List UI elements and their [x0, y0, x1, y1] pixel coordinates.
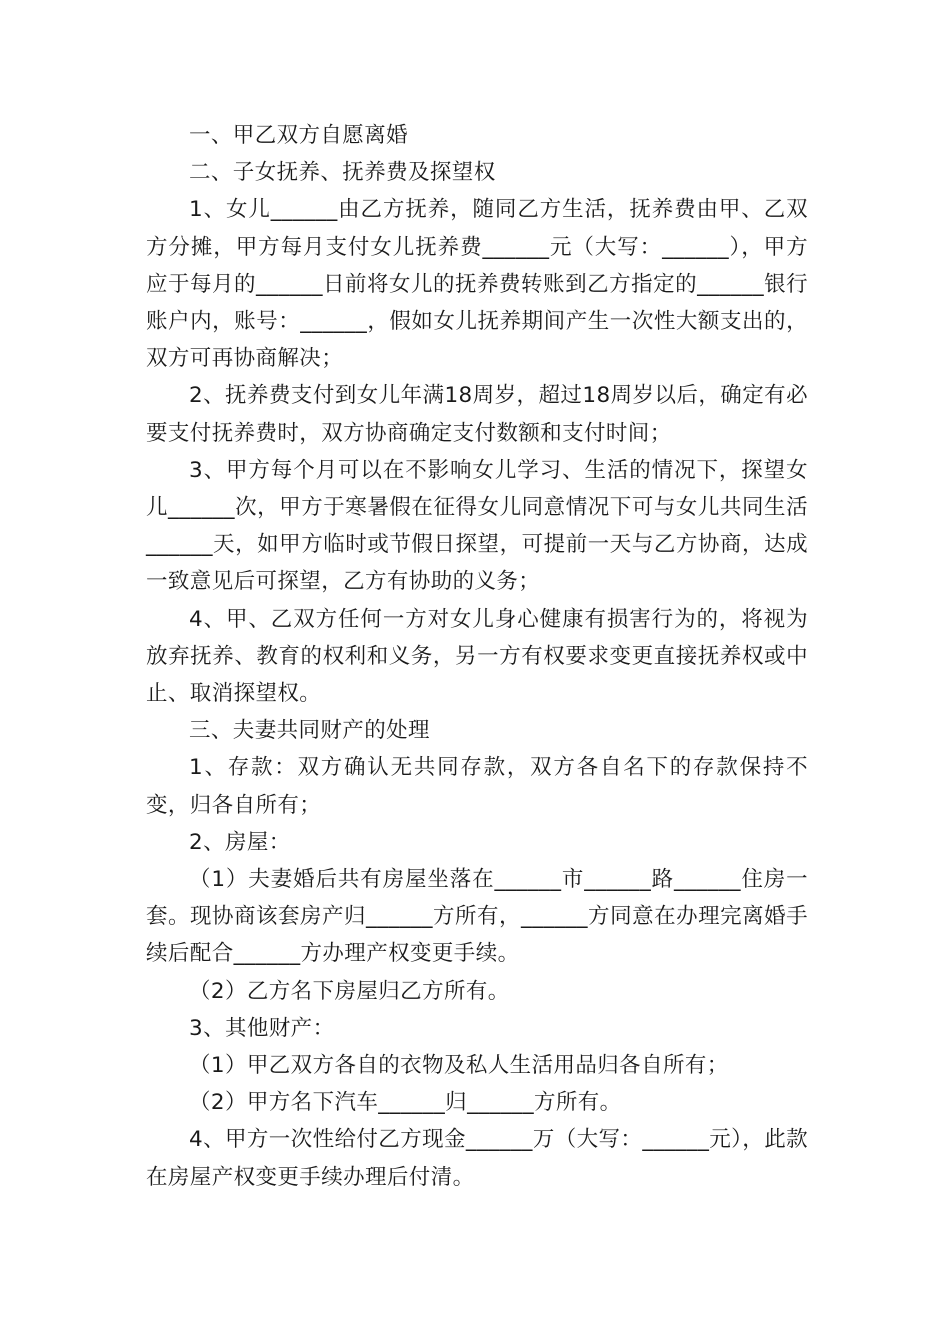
- clause-house-heading: 2、房屋：: [189, 829, 291, 855]
- clause-savings: 1、存款：双方确认无共同存款，双方各自名下的存款保持不变，归各自所有；: [146, 755, 808, 818]
- clause-custody: 1、女儿______由乙方抚养，随同乙方生活，抚养费由甲、乙双方分摊，甲方每月支付女儿抚养费______元（大写：______），甲方应于每月的______日前将女儿的抚养费转账到乙方指定的______银行账户内，账号：______，假如女儿抚养期间产生一次性大额支出的，双方可再协商解决；: [146, 197, 808, 372]
- clause-harm: 4、甲、乙双方任何一方对女儿身心健康有损害行为的，将视为放弃抚养、教育的权利和义务，另一方有权要求变更直接抚养权或中止、取消探望权。: [146, 606, 808, 707]
- clause-visitation: 3、甲方每个月可以在不影响女儿学习、生活的情况下，探望女儿______次，甲方于寒暑假在征得女儿同意情况下可与女儿共同生活______天，如甲方临时或节假日探望，可提前一天与乙方协商，达成一致意见后可探望，乙方有协助的义务；: [146, 457, 808, 595]
- clause-support-duration: 2、抚养费支付到女儿年满18周岁，超过18周岁以后，确定有必要支付抚养费时，双方协商确定支付数额和支付时间；: [146, 383, 808, 446]
- clause-cash-payment: 4、甲方一次性给付乙方现金______万（大写：______元），此款在房屋产权变更手续办理后付清。: [146, 1127, 808, 1190]
- clause-house-party-b: （2）乙方名下房屋归乙方所有。: [189, 978, 510, 1004]
- section-heading-property: 三、夫妻共同财产的处理: [189, 718, 430, 744]
- clause-personal-items: （1）甲乙双方各自的衣物及私人生活用品归各自所有；: [189, 1053, 729, 1079]
- clause-house-shared: （1）夫妻婚后共有房屋坐落在______市______路______住房一套。现协商该套房产归______方所有，______方同意在办理完离婚手续后配合______方办理产权变更手续。: [146, 867, 808, 967]
- clause-other-property-heading: 3、其他财产：: [189, 1015, 335, 1041]
- document-body: [146, 117, 808, 1196]
- clause-car: （2）甲方名下汽车______归______方所有。: [189, 1090, 622, 1116]
- section-heading-divorce: 一、甲乙双方自愿离婚: [189, 123, 409, 148]
- section-heading-child-support: 二、子女抚养、抚养费及探望权: [189, 160, 496, 186]
